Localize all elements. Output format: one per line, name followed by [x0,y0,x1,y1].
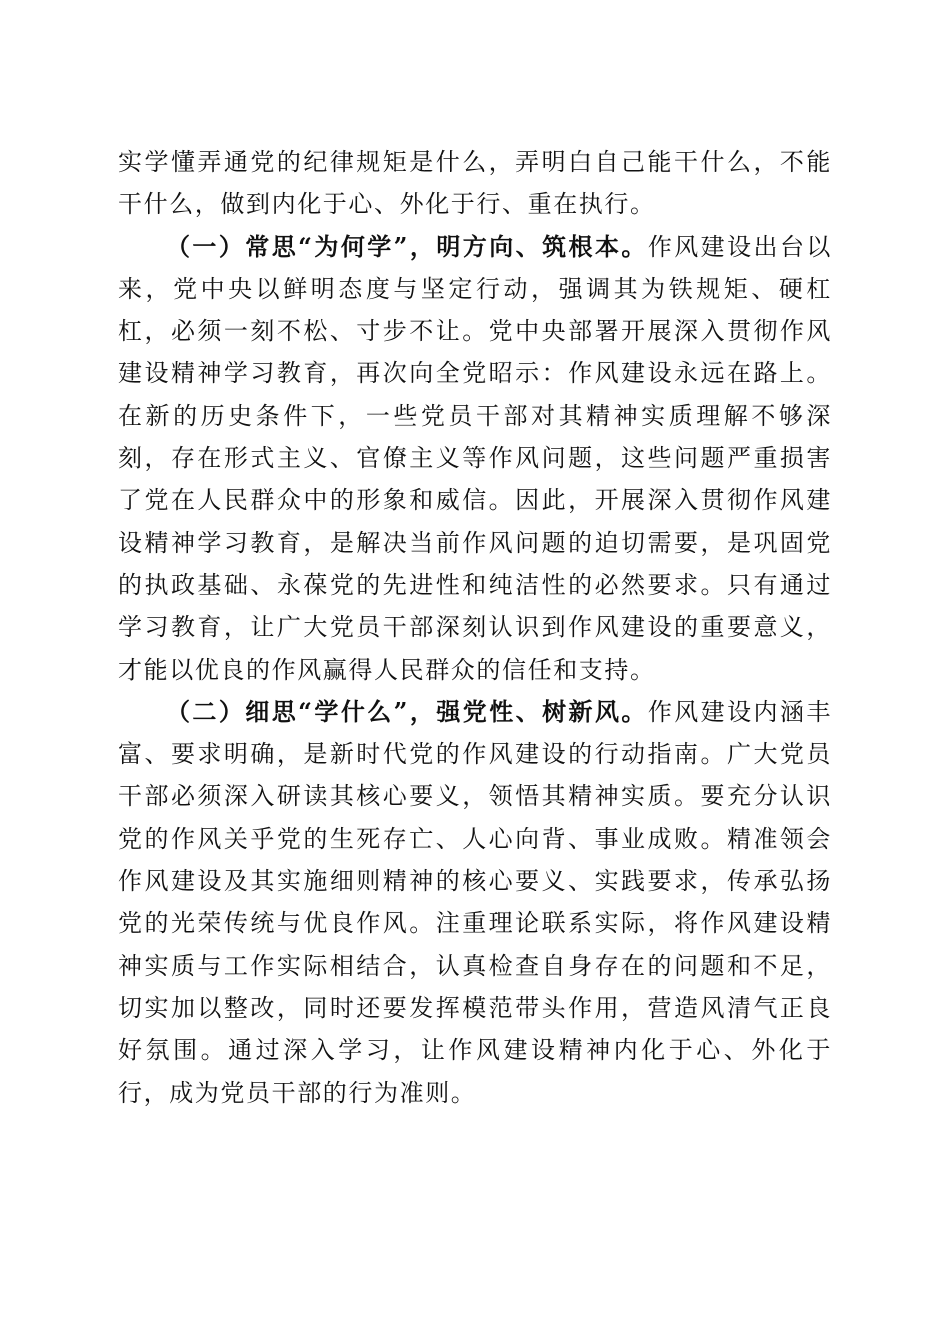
section-heading-1: （一）常思“为何学”，明方向、筑根本。 [166,231,648,261]
section-body-1: 作风建设出台以来，党中央以鲜明态度与坚定行动，强调其为铁规矩、硬杠杠，必须一刻不松、寸步不让。党中央部署开展深入贯彻作风建设精神学习教育，再次向全党昭示：作风建设永远在路上。在新的历史条件下，一些党员干部对其精神实质理解不够深刻，存在形式主义、官僚主义等作风问题，这些问题严重损害了党在人民群众中的形象和威信。因此，开展深入贯彻作风建设精神学习教育，是解决当前作风问题的迫切需要，是巩固党的执政基础、永葆党的先进性和纯洁性的必然要求。只有通过学习教育，让广大党员干部深刻认识到作风建设的重要意义，才能以优良的作风赢得人民群众的信任和支持。 [118,232,832,684]
continuation-paragraph [118,141,832,226]
section-body-2: 作风建设内涵丰富、要求明确，是新时代党的作风建设的行动指南。广大党员干部必须深入研读其核心要义，领悟其精神实质。要充分认识党的作风关乎党的生死存亡、人心向背、事业成败。精准领会作风建设及其实施细则精神的核心要义、实践要求，传承弘扬党的光荣传统与优良作风。注重理论联系实际，将作风建设精神实质与工作实际相结合，认真检查自身存在的问题和不足，切实加以整改，同时还要发挥模范带头作用，营造风清气正良好氛围。通过深入学习，让作风建设精神内化于心、外化于行，成为党员干部的行为准则。 [118,697,832,1107]
section-heading-2: （二）细思“学什么”，强党性、树新风。 [166,696,648,726]
paragraph-body: 实学懂弄通党的纪律规矩是什么，弄明白自己能干什么，不能干什么，做到内化于心、外化于行、重在执行。 [118,148,832,219]
section-paragraph-1 [118,226,832,691]
document-page [118,141,832,1114]
section-paragraph-2 [118,691,832,1114]
